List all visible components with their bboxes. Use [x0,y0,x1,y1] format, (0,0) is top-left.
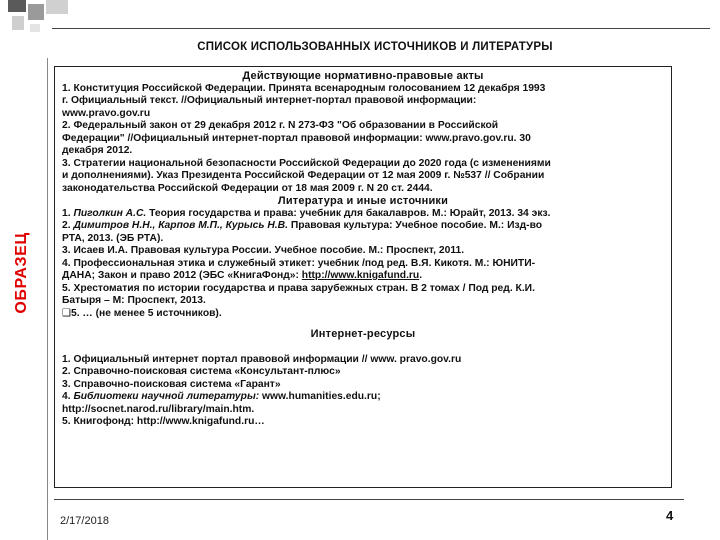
literature-item [62,220,664,233]
page-title: СПИСОК ИСПОЛЬЗОВАННЫХ ИСТОЧНИКОВ И ЛИТЕРАТУРЫ [197,41,553,53]
item-text: Правовая культура: Учебное пособие. М.: Изд-во [287,220,543,231]
bibliography [62,70,664,429]
item-text: Теория государства и права: учебник для бакалавров. М.: Юрайт, 2013. 34 экз. [146,207,551,219]
spacer [62,320,664,328]
decor-square [46,0,68,14]
literature-line: Батыря – М: Проспект, 2013. [62,295,206,306]
internet-line: http://socnet.narod.ru/library/main.htm. [62,403,255,415]
internet-item: 5. Книгофонд: http://www.knigafund.ru… [62,416,265,427]
spacer [62,341,664,354]
page-number: 4 [666,508,674,523]
acts-line: 3. Стратегии национальной безопасности Российской Федерации до 2020 года (с изменениями [62,157,551,169]
item-text: ДАНА; Закон и право 2012 (ЭБС «КнигаФонд»: [62,270,302,281]
section-title-internet: Интернет-ресурсы [310,328,416,340]
checkbox-bullet-icon: ❑ [62,307,71,319]
internet-item: 3. Справочно-поисковая система «Гарант» [62,378,281,390]
internet-item: 2. Справочно-поисковая система «Консультант-плюс» [62,366,341,377]
vertical-rule [47,58,48,540]
acts-line: www.pravo.gov.ru [62,107,151,119]
decor-square [30,24,40,32]
item-author: Димитров Н.Н., Карпов М.П., Курысь Н.В. [73,220,288,231]
sample-stamp: ОБРАЗЕЦ [13,232,30,314]
item-number: 2. [62,220,74,231]
top-rule [52,28,710,29]
item-number: 1. [62,207,74,219]
decor-square [8,0,26,12]
item-text: 5. … (не менее 5 источников). [70,307,222,319]
literature-item: 4. Профессиональная этика и служебный этикет: учебник /под ред. В.Я. Кикотя. М.: ЮНИТИ- [62,257,536,269]
decor-square [28,4,44,20]
stamp-wrapper [4,228,40,318]
item-text: . [419,270,423,281]
literature-item: 5. Хрестоматия по истории государства и права зарубежных стран. В 2 томах / Под ред. К.И. [62,282,535,294]
section-title-acts: Действующие нормативно-правовые акты [242,70,484,82]
footer-rule [54,499,684,500]
knigafund-link[interactable]: http://www.knigafund.ru [301,270,420,281]
literature-item [62,308,664,321]
item-number: 4. [62,391,74,402]
acts-line: законодательства Российской Федерации от 18 мая 2009 г. N 20 ст. 2444. [62,182,433,194]
literature-item [62,208,664,221]
internet-item: 1. Официальный интернет портал правовой информации // www. pravo.gov.ru [62,353,462,365]
literature-line [62,270,664,283]
literature-item: 3. Исаев И.А. Правовая культура России. Учебное пособие. М.: Проспект, 2011. [62,245,465,256]
acts-line: и дополнениями). Указ Президента Российской Федерации от 12 мая 2009 г. №537 // Собрании [62,170,545,181]
acts-line: г. Официальный текст. //Официальный интернет-портал правовой информации: [62,95,477,106]
decor-square [12,16,24,30]
item-italic: Библиотеки научной литературы: [73,391,260,402]
acts-line: 2. Федеральный закон от 29 декабря 2012 г. N 273-ФЗ "Об образовании в Российской [62,120,499,131]
acts-line: Федерации" //Официальный интернет-портал правовой информации: www.pravo.gov.ru. 30 [62,132,531,144]
slide-date: 2/17/2018 [60,515,109,527]
item-author: Пиголкин А.С. [73,207,147,219]
section-title-literature: Литература и иные источники [277,195,449,207]
item-text: www.humanities.edu.ru; [259,391,381,402]
literature-line: РТА, 2013. (ЭБ РТА). [62,232,164,244]
internet-item [62,391,664,404]
acts-line: декабря 2012. [62,145,133,156]
acts-line: 1. Конституция Российской Федерации. Принята всенародным голосованием 12 декабря 1993 [62,82,546,94]
